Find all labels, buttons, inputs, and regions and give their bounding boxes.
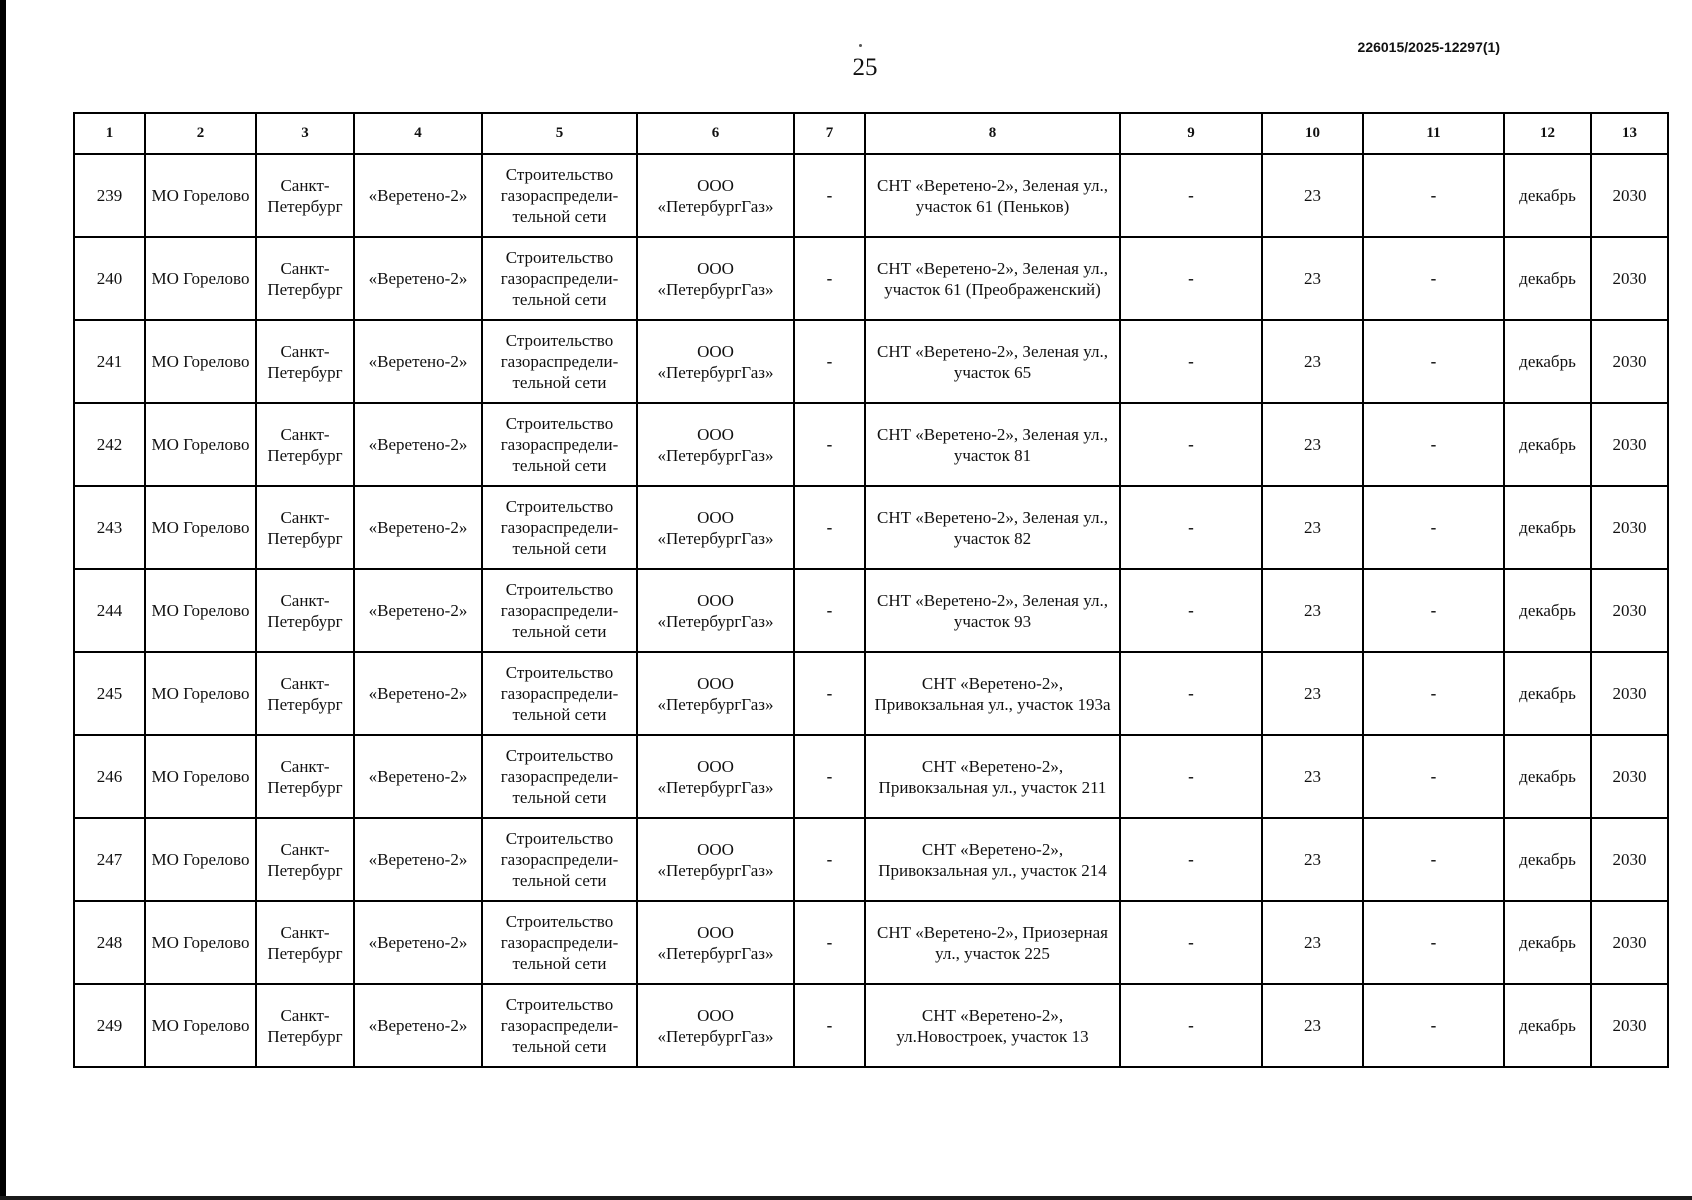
- cell-municipality: МО Горелово: [145, 984, 256, 1067]
- table-row: [74, 901, 1668, 984]
- cell-municipality: МО Горелово: [145, 154, 256, 237]
- table-row: [74, 652, 1668, 735]
- cell-contractor: ООО «ПетербургГаз»: [637, 818, 794, 901]
- cell-col10-value: 23: [1262, 569, 1363, 652]
- cell-municipality: МО Горелово: [145, 901, 256, 984]
- cell-year: 2030: [1591, 818, 1668, 901]
- cell-col11-value: -: [1363, 403, 1504, 486]
- cell-month: декабрь: [1504, 901, 1591, 984]
- cell-year: 2030: [1591, 320, 1668, 403]
- cell-col9-value: -: [1120, 154, 1262, 237]
- column-header-2: 2: [145, 113, 256, 154]
- cell-municipality: МО Горелово: [145, 486, 256, 569]
- cell-settlement: «Веретено-2»: [354, 901, 482, 984]
- cell-address: СНТ «Веретено-2», Привокзальная ул., участок 211: [865, 735, 1120, 818]
- cell-contractor: ООО «ПетербургГаз»: [637, 320, 794, 403]
- cell-col7-value: -: [794, 901, 865, 984]
- cell-contractor: ООО «ПетербургГаз»: [637, 486, 794, 569]
- cell-contractor: ООО «ПетербургГаз»: [637, 652, 794, 735]
- cell-row-number: 239: [74, 154, 145, 237]
- cell-col11-value: -: [1363, 569, 1504, 652]
- cell-month: декабрь: [1504, 652, 1591, 735]
- cell-work-type: Строительство газораспредели-тельной сети: [482, 652, 637, 735]
- cell-row-number: 244: [74, 569, 145, 652]
- cell-col10-value: 23: [1262, 984, 1363, 1067]
- cell-address: СНТ «Веретено-2», Привокзальная ул., участок 214: [865, 818, 1120, 901]
- cell-address: СНТ «Веретено-2», ул.Новостроек, участок 13: [865, 984, 1120, 1067]
- cell-city: Санкт-Петербург: [256, 735, 354, 818]
- column-header-6: 6: [637, 113, 794, 154]
- cell-col9-value: -: [1120, 818, 1262, 901]
- cell-col9-value: -: [1120, 237, 1262, 320]
- cell-address: СНТ «Веретено-2», Зеленая ул., участок 93: [865, 569, 1120, 652]
- cell-col9-value: -: [1120, 652, 1262, 735]
- cell-city: Санкт-Петербург: [256, 486, 354, 569]
- scan-dot: [859, 44, 862, 47]
- header-row: [74, 113, 1668, 154]
- cell-col7-value: -: [794, 237, 865, 320]
- column-header-10: 10: [1262, 113, 1363, 154]
- column-header-7: 7: [794, 113, 865, 154]
- cell-col10-value: 23: [1262, 486, 1363, 569]
- table-row: [74, 486, 1668, 569]
- cell-year: 2030: [1591, 984, 1668, 1067]
- column-header-4: 4: [354, 113, 482, 154]
- column-header-12: 12: [1504, 113, 1591, 154]
- cell-col10-value: 23: [1262, 735, 1363, 818]
- cell-col9-value: -: [1120, 901, 1262, 984]
- cell-settlement: «Веретено-2»: [354, 320, 482, 403]
- cell-work-type: Строительство газораспредели-тельной сети: [482, 901, 637, 984]
- cell-city: Санкт-Петербург: [256, 984, 354, 1067]
- cell-col11-value: -: [1363, 818, 1504, 901]
- scan-left-edge: [0, 0, 6, 1200]
- cell-settlement: «Веретено-2»: [354, 569, 482, 652]
- table-row: [74, 320, 1668, 403]
- cell-year: 2030: [1591, 735, 1668, 818]
- cell-col11-value: -: [1363, 652, 1504, 735]
- cell-col7-value: -: [794, 984, 865, 1067]
- cell-row-number: 246: [74, 735, 145, 818]
- cell-col9-value: -: [1120, 984, 1262, 1067]
- cell-work-type: Строительство газораспредели-тельной сети: [482, 818, 637, 901]
- cell-col9-value: -: [1120, 735, 1262, 818]
- cell-work-type: Строительство газораспредели-тельной сети: [482, 320, 637, 403]
- cell-month: декабрь: [1504, 569, 1591, 652]
- cell-col7-value: -: [794, 569, 865, 652]
- cell-work-type: Строительство газораспредели-тельной сети: [482, 486, 637, 569]
- table-row: [74, 154, 1668, 237]
- cell-city: Санкт-Петербург: [256, 652, 354, 735]
- table-row: [74, 403, 1668, 486]
- cell-municipality: МО Горелово: [145, 818, 256, 901]
- cell-col10-value: 23: [1262, 154, 1363, 237]
- cell-month: декабрь: [1504, 320, 1591, 403]
- cell-contractor: ООО «ПетербургГаз»: [637, 569, 794, 652]
- cell-municipality: МО Горелово: [145, 403, 256, 486]
- cell-col9-value: -: [1120, 403, 1262, 486]
- cell-year: 2030: [1591, 403, 1668, 486]
- cell-col11-value: -: [1363, 735, 1504, 818]
- cell-month: декабрь: [1504, 984, 1591, 1067]
- cell-address: СНТ «Веретено-2», Зеленая ул., участок 65: [865, 320, 1120, 403]
- scan-bottom-edge: [0, 1196, 1692, 1200]
- cell-row-number: 247: [74, 818, 145, 901]
- cell-address: СНТ «Веретено-2», Зеленая ул., участок 61 (Преображенский): [865, 237, 1120, 320]
- cell-city: Санкт-Петербург: [256, 818, 354, 901]
- cell-col9-value: -: [1120, 320, 1262, 403]
- cell-col10-value: 23: [1262, 652, 1363, 735]
- cell-col11-value: -: [1363, 320, 1504, 403]
- cell-address: СНТ «Веретено-2», Зеленая ул., участок 81: [865, 403, 1120, 486]
- column-header-3: 3: [256, 113, 354, 154]
- table-row: [74, 569, 1668, 652]
- cell-month: декабрь: [1504, 818, 1591, 901]
- cell-year: 2030: [1591, 901, 1668, 984]
- cell-col10-value: 23: [1262, 403, 1363, 486]
- cell-col10-value: 23: [1262, 818, 1363, 901]
- cell-settlement: «Веретено-2»: [354, 984, 482, 1067]
- cell-municipality: МО Горелово: [145, 652, 256, 735]
- column-header-11: 11: [1363, 113, 1504, 154]
- table-row: [74, 818, 1668, 901]
- cell-contractor: ООО «ПетербургГаз»: [637, 237, 794, 320]
- register-body: [74, 154, 1668, 1067]
- cell-col7-value: -: [794, 818, 865, 901]
- cell-col11-value: -: [1363, 901, 1504, 984]
- cell-settlement: «Веретено-2»: [354, 154, 482, 237]
- cell-work-type: Строительство газораспредели-тельной сети: [482, 735, 637, 818]
- cell-city: Санкт-Петербург: [256, 403, 354, 486]
- cell-col11-value: -: [1363, 486, 1504, 569]
- table-row: [74, 735, 1668, 818]
- cell-address: СНТ «Веретено-2», Зеленая ул., участок 82: [865, 486, 1120, 569]
- cell-month: декабрь: [1504, 237, 1591, 320]
- cell-col10-value: 23: [1262, 320, 1363, 403]
- cell-work-type: Строительство газораспредели-тельной сети: [482, 403, 637, 486]
- cell-row-number: 242: [74, 403, 145, 486]
- cell-settlement: «Веретено-2»: [354, 237, 482, 320]
- cell-contractor: ООО «ПетербургГаз»: [637, 735, 794, 818]
- cell-settlement: «Веретено-2»: [354, 652, 482, 735]
- cell-contractor: ООО «ПетербургГаз»: [637, 154, 794, 237]
- cell-municipality: МО Горелово: [145, 320, 256, 403]
- page-number: 25: [852, 54, 878, 81]
- cell-year: 2030: [1591, 652, 1668, 735]
- cell-col7-value: -: [794, 652, 865, 735]
- cell-col11-value: -: [1363, 984, 1504, 1067]
- cell-col11-value: -: [1363, 237, 1504, 320]
- cell-work-type: Строительство газораспредели-тельной сети: [482, 984, 637, 1067]
- column-header-13: 13: [1591, 113, 1668, 154]
- cell-col9-value: -: [1120, 486, 1262, 569]
- cell-contractor: ООО «ПетербургГаз»: [637, 901, 794, 984]
- cell-row-number: 248: [74, 901, 145, 984]
- cell-settlement: «Веретено-2»: [354, 486, 482, 569]
- cell-municipality: МО Горелово: [145, 569, 256, 652]
- cell-city: Санкт-Петербург: [256, 901, 354, 984]
- cell-city: Санкт-Петербург: [256, 154, 354, 237]
- cell-col7-value: -: [794, 403, 865, 486]
- cell-year: 2030: [1591, 569, 1668, 652]
- cell-col7-value: -: [794, 486, 865, 569]
- cell-city: Санкт-Петербург: [256, 569, 354, 652]
- cell-col7-value: -: [794, 735, 865, 818]
- cell-month: декабрь: [1504, 486, 1591, 569]
- cell-address: СНТ «Веретено-2», Приозерная ул., участок 225: [865, 901, 1120, 984]
- cell-city: Санкт-Петербург: [256, 320, 354, 403]
- cell-col7-value: -: [794, 320, 865, 403]
- column-header-5: 5: [482, 113, 637, 154]
- column-header-8: 8: [865, 113, 1120, 154]
- cell-col10-value: 23: [1262, 237, 1363, 320]
- cell-row-number: 241: [74, 320, 145, 403]
- cell-row-number: 240: [74, 237, 145, 320]
- cell-city: Санкт-Петербург: [256, 237, 354, 320]
- cell-col9-value: -: [1120, 569, 1262, 652]
- cell-col11-value: -: [1363, 154, 1504, 237]
- table-row: [74, 237, 1668, 320]
- register-table: [73, 112, 1669, 1068]
- cell-settlement: «Веретено-2»: [354, 403, 482, 486]
- cell-settlement: «Веретено-2»: [354, 735, 482, 818]
- cell-col10-value: 23: [1262, 901, 1363, 984]
- cell-row-number: 243: [74, 486, 145, 569]
- cell-row-number: 245: [74, 652, 145, 735]
- cell-contractor: ООО «ПетербургГаз»: [637, 403, 794, 486]
- cell-work-type: Строительство газораспредели-тельной сети: [482, 237, 637, 320]
- cell-row-number: 249: [74, 984, 145, 1067]
- cell-month: декабрь: [1504, 154, 1591, 237]
- cell-contractor: ООО «ПетербургГаз»: [637, 984, 794, 1067]
- cell-work-type: Строительство газораспредели-тельной сети: [482, 154, 637, 237]
- cell-municipality: МО Горелово: [145, 237, 256, 320]
- cell-address: СНТ «Веретено-2», Привокзальная ул., участок 193а: [865, 652, 1120, 735]
- cell-address: СНТ «Веретено-2», Зеленая ул., участок 61 (Пеньков): [865, 154, 1120, 237]
- cell-year: 2030: [1591, 486, 1668, 569]
- table-row: [74, 984, 1668, 1067]
- cell-year: 2030: [1591, 154, 1668, 237]
- cell-month: декабрь: [1504, 403, 1591, 486]
- cell-settlement: «Веретено-2»: [354, 818, 482, 901]
- cell-year: 2030: [1591, 237, 1668, 320]
- column-header-9: 9: [1120, 113, 1262, 154]
- cell-month: декабрь: [1504, 735, 1591, 818]
- cell-col7-value: -: [794, 154, 865, 237]
- column-header-1: 1: [74, 113, 145, 154]
- document-number: 226015/2025-12297(1): [1357, 39, 1500, 55]
- cell-municipality: МО Горелово: [145, 735, 256, 818]
- cell-work-type: Строительство газораспредели-тельной сети: [482, 569, 637, 652]
